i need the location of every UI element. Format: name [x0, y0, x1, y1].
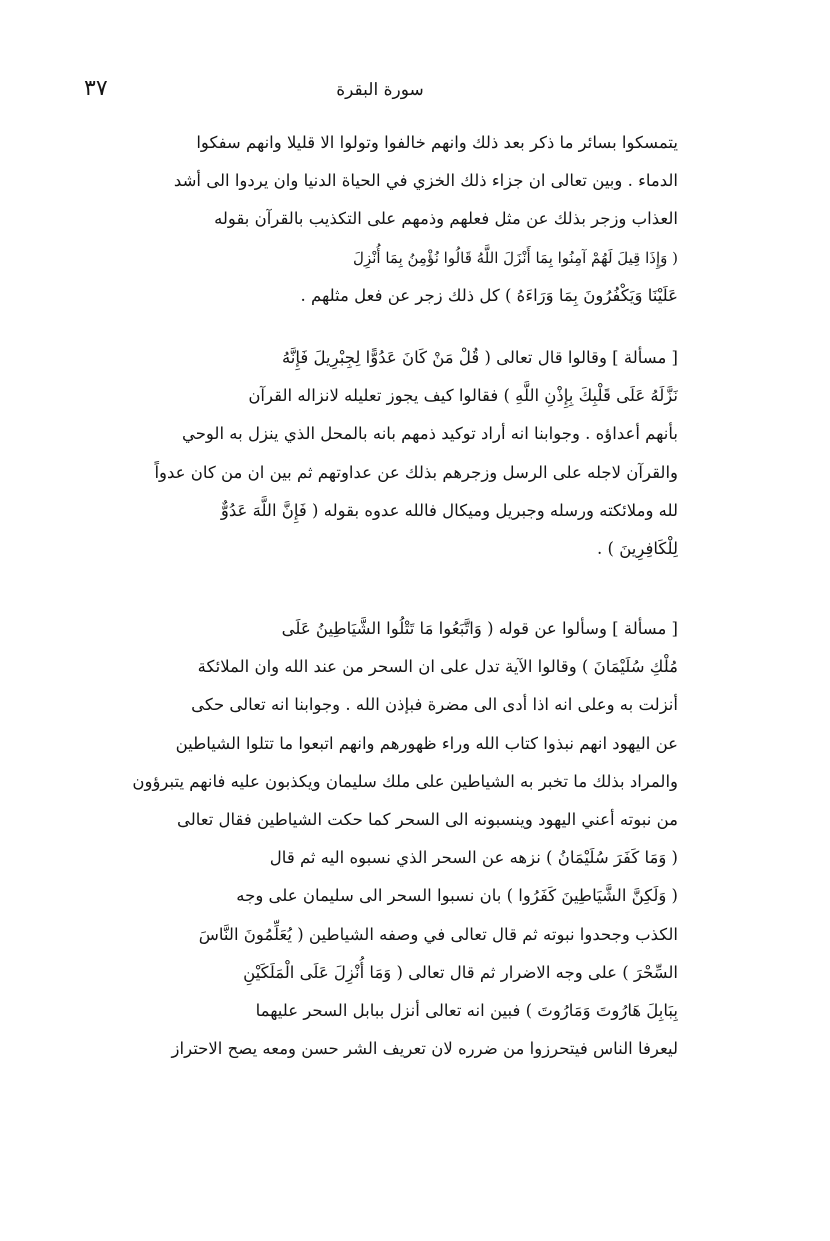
running-head: [0, 76, 830, 106]
paragraph-1: [80, 124, 678, 315]
text-line: مُلْكِ سُلَيْمَانَ ) وقالوا الآية تدل على ان السحر من عند الله وان الملائكة: [197, 657, 678, 677]
text-line: عن اليهود انهم نبذوا كتاب الله وراء ظهورهم وانهم اتبعوا ما تتلوا الشياطين: [175, 733, 678, 753]
text-line: العذاب وزجر بذلك عن مثل فعلهم وذمهم على التكذيب بالقرآن بقوله: [214, 209, 678, 229]
text-line: ليعرفا الناس فيتحرزوا من ضرره لان تعريف الشر حسن ومعه يصح الاحتراز: [171, 1039, 678, 1059]
text-line: لله وملائكته ورسله وجبريل وميكال فالله عدوه بقوله ( فَإِنَّ اللَّهَ عَدُوٌّ: [220, 500, 678, 520]
text-line: ( وَمَا كَفَرَ سُلَيْمَانُ ) نزهه عن السحر الذي نسبوه اليه ثم قال: [269, 848, 678, 868]
text-line: والمراد بذلك ما تخبر به الشياطين على ملك سليمان ويكذبون عليه فانهم يتبرؤون: [132, 771, 678, 791]
text-line: ( وَلَكِنَّ الشَّيَاطِينَ كَفَرُوا ) بان نسبوا السحر الى سليمان على وجه: [236, 886, 678, 906]
text-line: بأنهم أعداؤه . وجوابنا انه أراد توكيد ذمهم بانه بالمحل الذي ينزل به الوحي: [181, 424, 678, 444]
text-line: من نبوته أعني اليهود وينسبونه الى السحر كما حكت الشياطين فقال تعالى: [176, 809, 678, 829]
paragraph-3: [80, 610, 678, 1068]
masala-heading-line: [ مسألة ] وسألوا عن قوله ( وَاتَّبَعُوا مَا تَتْلُوا الشَّيَاطِينُ عَلَى: [281, 619, 678, 638]
page-number: ٣٧: [84, 76, 108, 101]
quran-verse-line: ( وَإِذَا قِيلَ لَهُمْ آمِنُوا بِمَا أَنْزَلَ اللَّهُ قَالُوا نُؤْمِنُ بِمَا أُنْزِلَ: [353, 248, 678, 267]
text-line: الدماء . وبين تعالى ان جزاء ذلك الخزي في الحياة الدنيا وان يردوا الى أشد: [173, 171, 678, 191]
paragraph-2: [80, 339, 678, 568]
text-line: يتمسكوا بسائر ما ذكر بعد ذلك وانهم خالفوا وتولوا الا قليلا وانهم سفكوا: [196, 133, 678, 152]
text-line: نَزَّلَهُ عَلَى قَلْبِكَ بِإِذْنِ اللَّهِ ) فقالوا كيف يجوز تعليله لانزاله القرآن: [248, 386, 678, 406]
text-line: الكذب وجحدوا نبوته ثم قال تعالى في وصفه الشياطين ( يُعَلِّمُونَ النَّاسَ: [198, 924, 678, 944]
text-line: السِّحْرَ ) على وجه الاضرار ثم قال تعالى ( وَمَا أُنْزِلَ عَلَى الْمَلَكَيْنِ: [243, 962, 678, 982]
surah-title: سورة البقرة: [336, 80, 424, 100]
text-line: عَلَيْنَا وَيَكْفُرُونَ بِمَا وَرَاءَهُ ) كل ذلك زجر عن فعل مثلهم .: [300, 285, 678, 305]
text-line: بِبَابِلَ هَارُوتَ وَمَارُوتَ ) فبين انه تعالى أنزل ببابل السحر عليهما: [255, 1000, 678, 1020]
text-line: أنزلت به وعلى انه اذا أدى الى مضرة فبإذن الله . وجوابنا انه تعالى حكى: [191, 695, 678, 715]
text-line: لِلْكَافِرِينَ ) .: [597, 538, 678, 558]
text-line: والقرآن لاجله على الرسل وزجرهم بذلك عن عداوتهم ثم بين ان من كان عدواً: [154, 462, 678, 482]
masala-heading-line: [ مسألة ] وقالوا قال تعالى ( قُلْ مَنْ كَانَ عَدُوًّا لِجِبْرِيلَ فَإِنَّهُ: [281, 348, 678, 367]
